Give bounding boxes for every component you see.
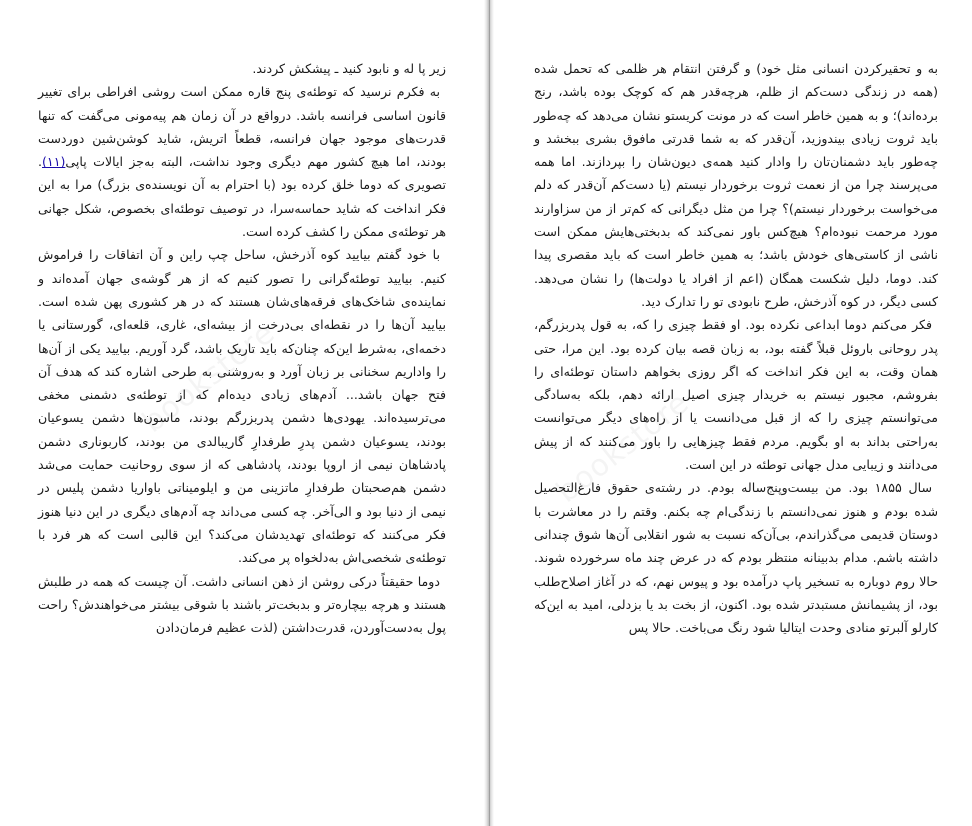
- paragraph: زیر پا له و نابود کنید ـ پیشکش کردند.: [252, 61, 446, 76]
- paragraph: با خود گفتم بیایید کوه آذرخش، ساحل چپ راین و آن اتفاقات را فراموش کنیم. بیایید توطئه‌گرانی را تصور کنیم که از هر گوشه‌ی جهان آمده‌اند و نماینده‌ی شاخک‌های فرقه‌های‌شان هستند که در هر کشوری پهن شده است. بیایید آن‌ها را در نقطه‌ای بی‌درخت از بیشه‌ای، غاری، قلعه‌ای، گورستانی یا دخمه‌ای، به‌شرط این‌که چنان‌که باید تاریک باشد، گرد آوریم. بیایید یکی از آن‌ها را واداریم سخنانی بر زبان آورد و به‌روشنی به طرحی اشاره کند که هدف آن فتح جهان باشد... آدم‌های زیادی دیده‌ام که از توطئه‌ی دشمنی مخفی می‌ترسیده‌اند. یهودی‌ها دشمن پدربزرگم بودند، ماسون‌ها دشمن یسوعیان بودند، یسوعیان دشمن پدرِ طرفدارِ گاریبالدی من بودند، کاربوناری دشمن پادشاهان نیمی از اروپا بودند، پادشاهی که از سوی روحانیت حمایت می‌شد دشمن هم‌صحبتان طرفدارِ ماتزینی من و ایلومیناتی باواریا دشمن پلیس در نیمی از دنیا بود و الی‌آخر. چه کسی می‌داند چه آدم‌های دیگری در این دنیا هنوز فکر می‌کنند که توطئه‌ای تهدیدشان می‌کند؟ این قالبی است که هر فرد با توطئه‌ی شخصی‌اش به‌دلخواه پر می‌کند.: [38, 247, 446, 566]
- paragraph: سال ۱۸۵۵ بود. من بیست‌وپنج‌ساله بودم. در رشته‌ی حقوق فارغ‌التحصیل شده بودم و هنوز نمی‌دانستم با زندگی‌ام چه بکنم. وقتم را در معاشرت با دوستان قدیمی می‌گذراندم، بی‌آن‌که نسبت به شور انقلابی آن‌ها شوق چندانی داشته باشم. مدام بدبینانه منتظر بودم که در عرض چند ماه سرخورده شوند. حالا روم دوباره به تسخیر پاپ درآمده بود و پیوس نهم، که در آغاز اصلاح‌طلب بود، از پشیمانش مستبدتر شده بود. اکنون، از بخت بد یا بزدلی، امید به این‌که کارلو آلبرتو منادی وحدت ایتالیا شود رنگ می‌باخت. حالا پس: [534, 480, 938, 636]
- paragraph: دوما حقیقتاً درکی روشن از ذهن انسانی داشت. آن چیست که همه در طلبش هستند و هرچه بیچاره‌تر و بدبخت‌تر باشند با شوقی بیشتر می‌خواهندش؟ راحت پول به‌دست‌آوردن، قدرت‌داشتن (لذت عظیم فرمان‌دادن: [38, 573, 446, 636]
- paragraph-text: . تصویری که دوما خلق کرده بود (با احترام به آن نویسنده‌ی بزرگ) مرا به این فکر انداخت که شاید حماسه‌سرا، در توصیف توطئه‌ای بخصوص، شکل جهانی هر توطئه‌ی ممکن را کشف کرده است.: [38, 154, 446, 240]
- paragraph-text: به فکرم نرسید که توطئه‌ی پنج قاره ممکن است روشی افراطی برای تغییر قانون اساسی فرانسه باشد. درواقع در آن زمان هم پیه‌مونی می‌گفت که تنها قدرت‌های موجود جهان فرانسه، قطعاً اتریش، شاید کوشن‌شین دوردست بودند، اما هیچ کشور مهم دیگری وجود نداشت، البته به‌جز ایالات پاپی: [38, 84, 446, 170]
- paragraph: [38, 80, 446, 243]
- footnote-link[interactable]: (۱۱): [42, 154, 66, 170]
- right-page-text: [534, 57, 938, 639]
- right-page: [494, 0, 972, 826]
- left-page: [0, 0, 484, 826]
- left-page-text: [38, 57, 446, 639]
- paragraph: فکر می‌کنم دوما ابداعی نکرده بود. او فقط چیزی را که، به قول پدربزرگم، پدر روحانی باروئل قبلاً گفته بود، به زبان قصه بیان کرده بود. این مرا، حتی همان وقت، به این فکر انداخت که اگر روزی بخواهم داستان توطئه‌ای را بفروشم، مجبور نیستم به خریدار چیزی اصیل ارائه دهم، بلکه به‌سادگی می‌توانستم چیزی را که از قبل می‌دانست یا از راه‌های دیگر می‌توانست به‌راحتی بداند به او بگویم. مردم فقط چیزهایی را باور می‌کنند که از پیش می‌دانند و زیبایی مدل جهانی توطئه در این است.: [534, 317, 938, 473]
- paragraph: به و تحقیرکردن انسانی مثل خود) و گرفتن انتقام هر ظلمی که تحمل شده (همه در زندگی دست‌کم از ظلم، هرچه‌قدر هم که کوچک بوده باشد، رنج برده‌اند)؛ و به همین خاطر است که در مونت کریستو نشان می‌دهد که چه‌طور باید ثروت زیادی بیندوزید، آن‌قدر که به شما قدرتی مافوق بشری ببخشد و چه‌طور باید دشمنان‌تان را وادار کنید همه‌ی دیون‌شان را بپردازند. اما همه می‌پرسند چرا من از نعمت ثروت برخوردار نیستم (یا دست‌کم آن‌قدر که دلم می‌خواست برخوردار نیستم)؟ چرا من مثل دیگرانی که کم‌تر از من سزاوارند مورد مرحمت نبوده‌ام؟ هیچ‌کس باور نمی‌کند که بدبختی‌هایش ممکن است ناشی از کاستی‌های خودش باشد؛ به همین خاطر است که باید مقصری پیدا کند. دوما، دلیل شکست همگان (اعم از افراد یا دولت‌ها) را نشان می‌دهد. کسی دیگر، در کوه آذرخش، طرح نابودی تو را تدارک دید.: [534, 61, 938, 309]
- page-divider: [489, 0, 490, 826]
